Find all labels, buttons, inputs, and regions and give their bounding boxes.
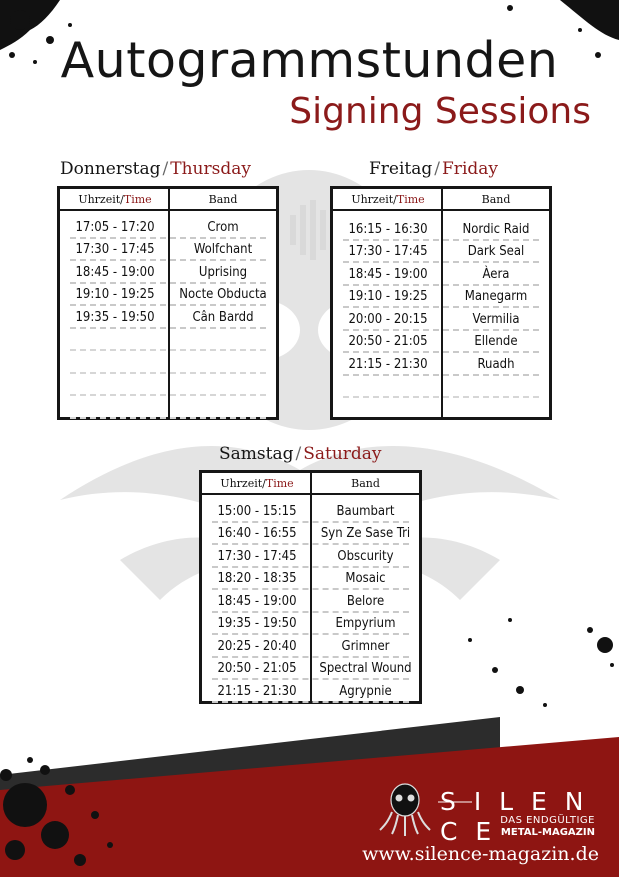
time-cell: 16:15 - 16:30: [348, 221, 428, 237]
time-cell: 18:45 - 19:00: [217, 593, 297, 609]
day-separator: /: [295, 444, 302, 464]
time-cell: 15:00 - 15:15: [217, 503, 297, 519]
schedule-table-saturday: [199, 470, 422, 704]
band-cell: Crom: [207, 219, 239, 235]
table-row: [333, 331, 549, 354]
band-cell: Empyrium: [335, 616, 396, 632]
time-cell: 19:35 - 19:50: [75, 309, 155, 325]
schedule-rows: [333, 218, 549, 398]
table-row: [333, 263, 549, 286]
time-cell: 17:30 - 17:45: [217, 548, 297, 564]
empty-table-row: [60, 351, 276, 374]
day-name-en: Saturday: [303, 444, 382, 464]
table-row: [202, 613, 419, 636]
time-cell: 20:25 - 20:40: [217, 638, 297, 654]
page-subtitle: Signing Sessions: [289, 91, 591, 132]
band-cell: Wolfchant: [193, 242, 253, 258]
day-separator: /: [162, 159, 169, 179]
table-row: [333, 308, 549, 331]
table-row: [202, 500, 419, 523]
schedule-table-friday: [330, 186, 552, 420]
day-heading-saturday: [219, 443, 382, 465]
page-title: Autogrammstunden: [60, 32, 559, 89]
empty-table-row: [60, 374, 276, 397]
schedule-rows: [60, 216, 276, 419]
table-row: [60, 306, 276, 329]
band-column-header: Band: [208, 192, 238, 206]
band-cell: Agrypnie: [339, 683, 392, 699]
time-cell: 19:10 - 19:25: [348, 289, 428, 305]
time-column-header: Uhrzeit / Time: [351, 192, 425, 206]
band-cell: Nocte Obducta: [179, 287, 267, 303]
band-column-header: Band: [351, 476, 380, 490]
table-row: [333, 286, 549, 309]
table-row: [202, 545, 419, 568]
table-row: [202, 568, 419, 591]
table-row: [60, 216, 276, 239]
day-name-de: Donnerstag: [60, 159, 161, 179]
band-cell: Dark Seal: [467, 244, 525, 260]
time-cell: 18:20 - 18:35: [217, 571, 297, 587]
band-cell: Belore: [346, 593, 385, 609]
table-row: [202, 635, 419, 658]
band-cell: Spectral Wound: [319, 661, 412, 677]
time-cell: 17:05 - 17:20: [75, 219, 155, 235]
time-cell: 18:45 - 19:00: [348, 266, 428, 282]
day-name-en: Thursday: [170, 159, 251, 179]
time-cell: 20:00 - 20:15: [348, 311, 428, 327]
band-cell: Mosaic: [345, 571, 386, 587]
table-row: [60, 261, 276, 284]
brand-tagline: DAS ENDGÜLTIGE: [500, 815, 595, 826]
empty-table-row: [60, 329, 276, 352]
band-cell: Obscurity: [337, 548, 394, 564]
band-cell: Àera: [482, 266, 510, 282]
table-row: [333, 241, 549, 264]
time-cell: 17:30 - 17:45: [348, 244, 428, 260]
band-cell: Grimner: [341, 638, 390, 654]
schedule-table-thursday: [57, 186, 279, 420]
brand-tagline-bold: METAL-MAGAZIN: [500, 827, 595, 838]
time-cell: 16:40 - 16:55: [217, 526, 297, 542]
band-cell: Baumbart: [336, 503, 395, 519]
band-cell: Ruadh: [477, 356, 515, 372]
time-cell: 18:45 - 19:00: [75, 264, 155, 280]
time-cell: 21:15 - 21:30: [348, 356, 428, 372]
day-heading-thursday: [60, 158, 251, 180]
band-cell: Cân Bardd: [192, 309, 254, 325]
table-row: [202, 658, 419, 681]
table-row: [333, 353, 549, 376]
schedule-rows: [202, 500, 419, 703]
band-cell: Ellende: [474, 334, 518, 350]
day-name-de: Samstag: [219, 444, 294, 464]
day-name-de: Freitag: [369, 159, 433, 179]
day-name-en: Friday: [442, 159, 498, 179]
brand-name: S I L E N C E: [440, 787, 589, 846]
time-cell: 19:35 - 19:50: [217, 616, 297, 632]
table-row: [202, 590, 419, 613]
day-heading-friday: [369, 158, 498, 180]
empty-table-row: [60, 396, 276, 419]
table-row: [202, 523, 419, 546]
band-cell: Uprising: [198, 264, 248, 280]
day-separator: /: [434, 159, 441, 179]
website-link[interactable]: www.silence-magazin.de: [362, 843, 599, 865]
time-cell: 21:15 - 21:30: [217, 683, 297, 699]
band-column-header: Band: [481, 192, 511, 206]
band-cell: Vermilia: [472, 311, 520, 327]
table-row: [60, 284, 276, 307]
time-column-header: Uhrzeit / Time: [78, 192, 152, 206]
time-cell: 20:50 - 21:05: [348, 334, 428, 350]
band-cell: Nordic Raid: [462, 221, 530, 237]
time-cell: 19:10 - 19:25: [75, 287, 155, 303]
band-cell: Manegarm: [464, 289, 528, 305]
time-cell: 20:50 - 21:05: [217, 661, 297, 677]
table-row: [60, 239, 276, 262]
time-cell: 17:30 - 17:45: [75, 242, 155, 258]
band-cell: Syn Ze Sase Tri: [320, 526, 411, 542]
time-column-header: Uhrzeit / Time: [220, 476, 294, 490]
empty-table-row: [333, 376, 549, 399]
table-row: [333, 218, 549, 241]
